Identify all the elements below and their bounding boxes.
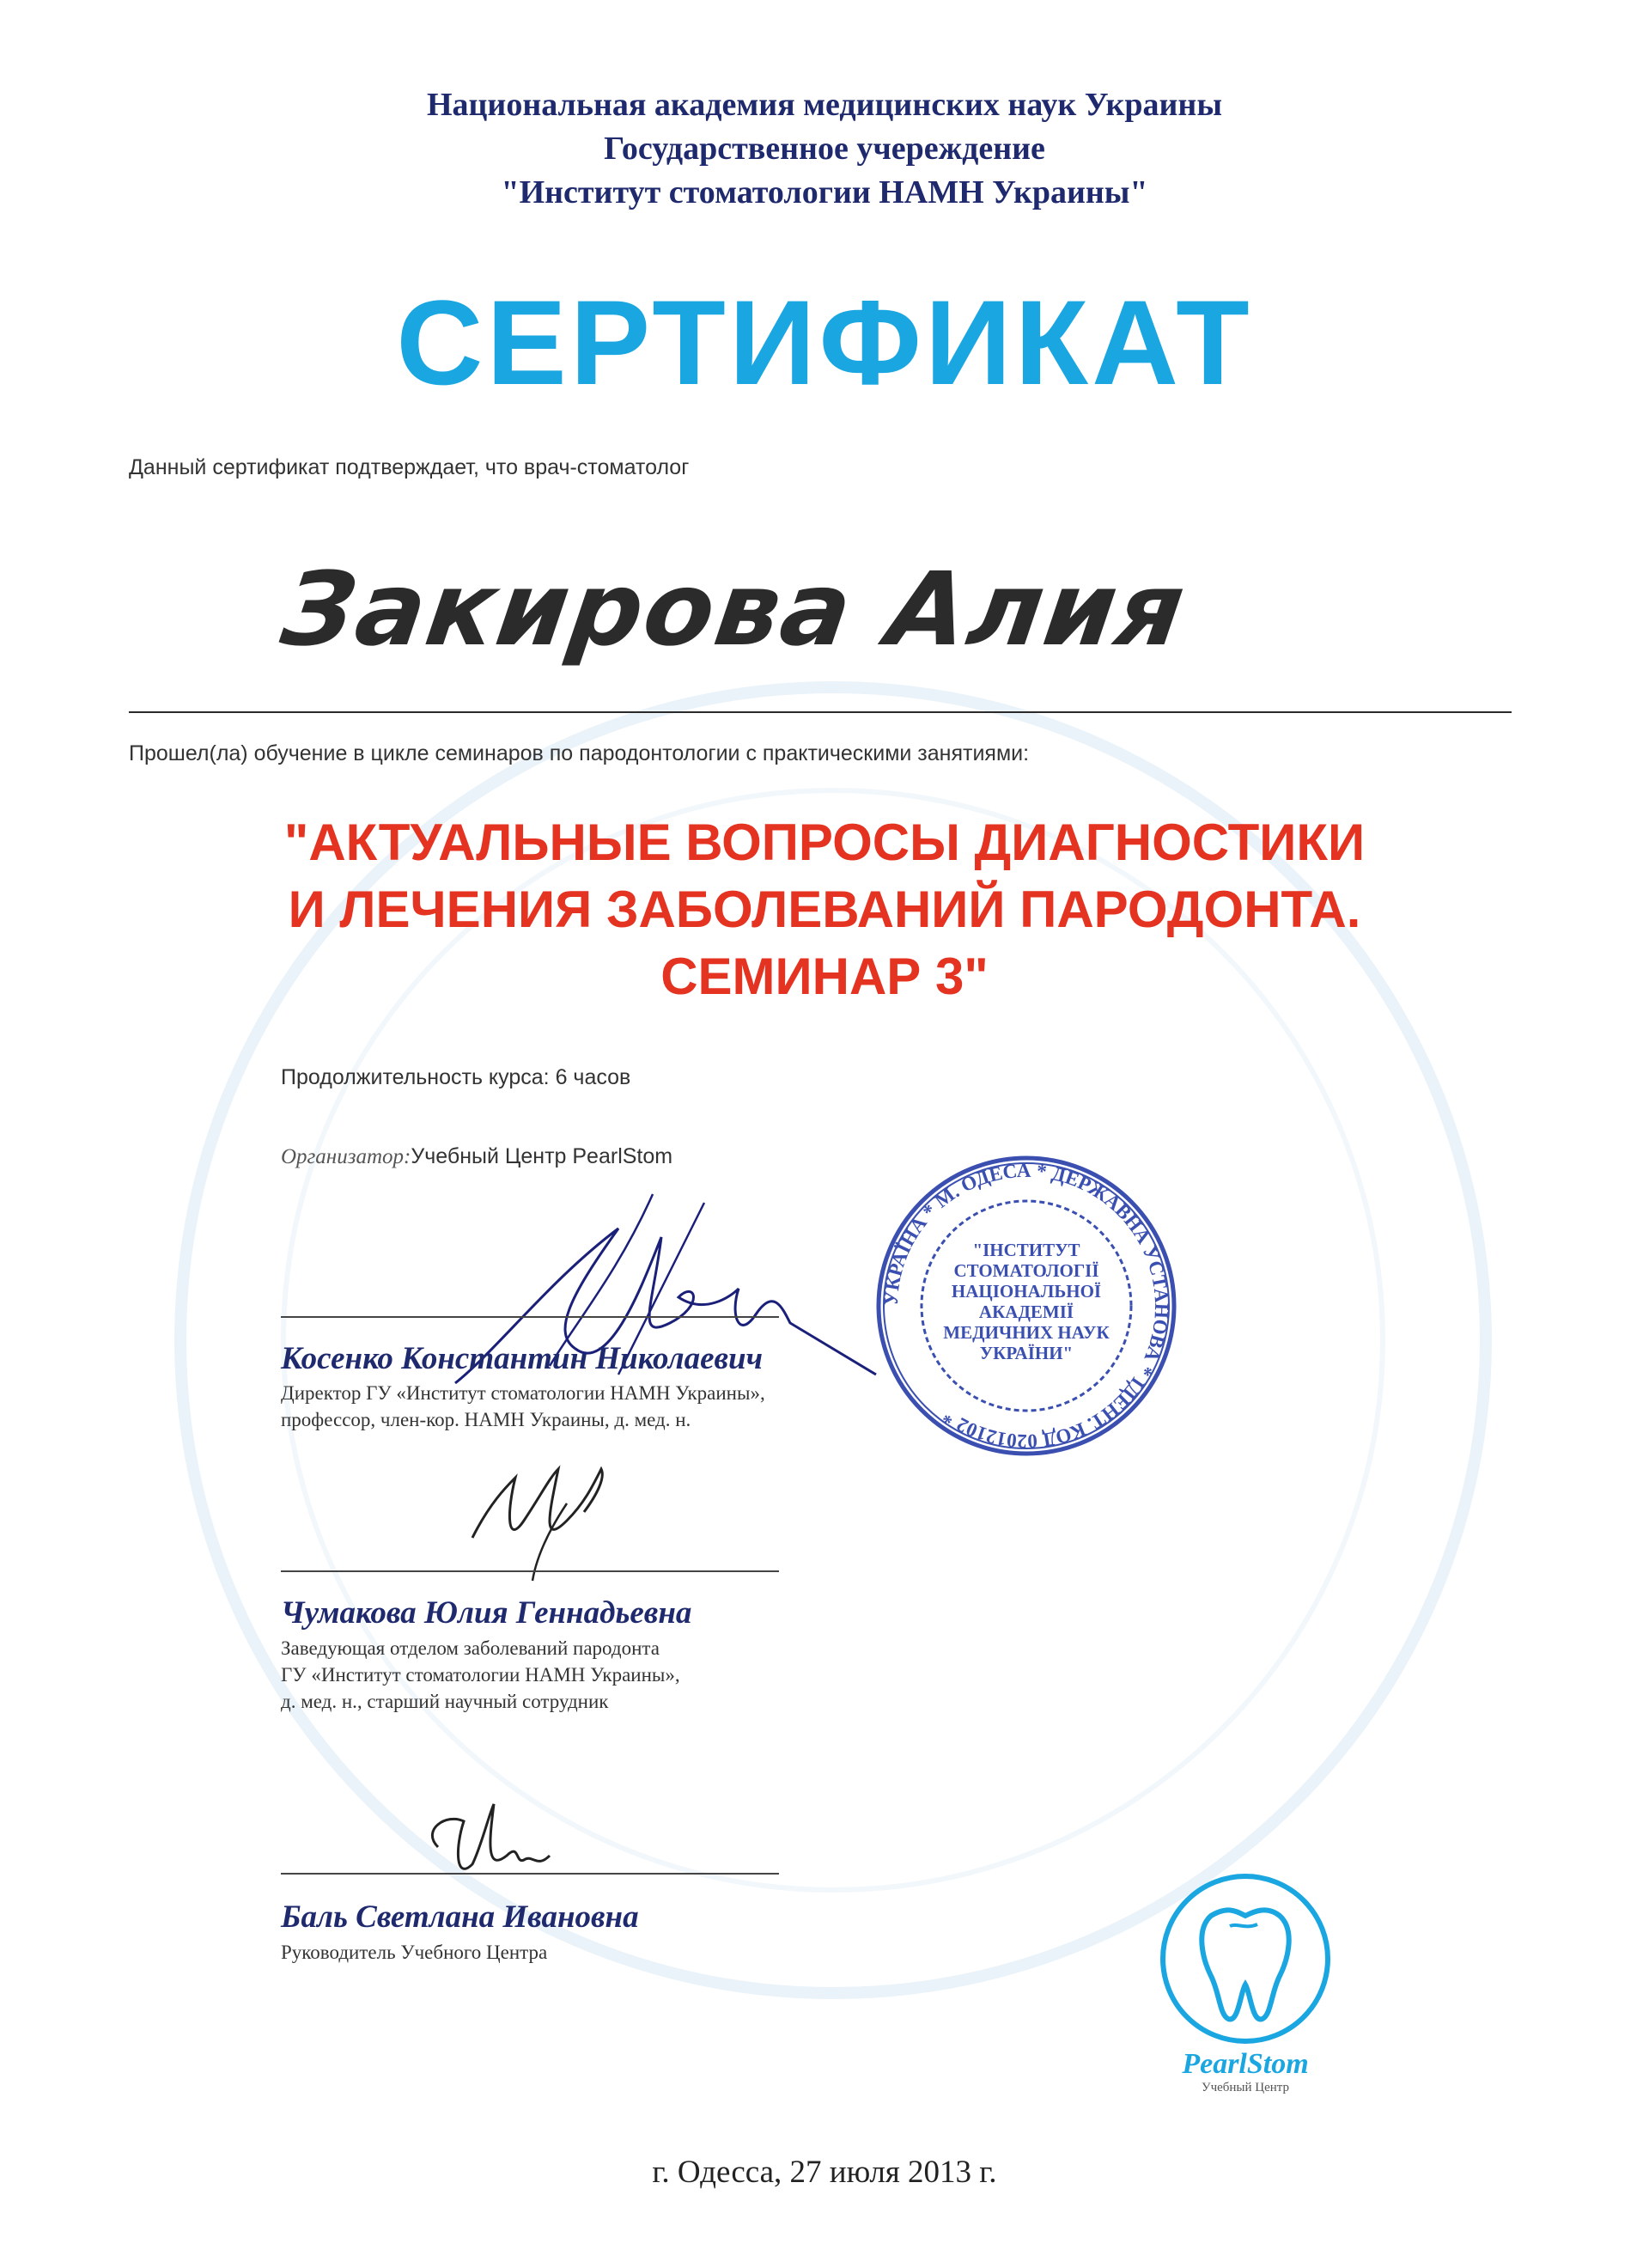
course-title-line-3: СЕМИНАР 3" — [660, 948, 989, 1005]
course-title-line-1: "АКТУАЛЬНЫЕ ВОПРОСЫ ДИАГНОСТИКИ — [283, 814, 1366, 871]
header-institution-type: Государственное учереждение — [604, 131, 1045, 167]
course-duration: Продолжительность курса: 6 часов — [281, 1065, 631, 1089]
signatory-2-name: Чумакова Юлия Геннадьевна — [281, 1595, 692, 1631]
signatory-1-name: Косенко Константин Николаевич — [281, 1341, 764, 1376]
header-academy: Национальная академия медицинских наук Украины — [426, 87, 1222, 123]
stamp-line-4: АКАДЕМІЇ — [978, 1302, 1074, 1322]
signatory-2-position: Заведующая отделом заболеваний пародонта — [281, 1637, 660, 1659]
stamp-line-6: УКРАЇНИ" — [979, 1343, 1074, 1363]
stamp-line-5: МЕДИЧНИХ НАУК — [943, 1322, 1110, 1343]
signatory-1-position: Директор ГУ «Институт стоматологии НАМН Украины», — [281, 1382, 765, 1404]
header-institute-name: "Институт стоматологии НАМН Украины" — [501, 174, 1148, 210]
signature-chumakova — [455, 1452, 661, 1589]
logo-subtitle: Учебный Центр — [1201, 2081, 1290, 2094]
certificate-title: СЕРТИФИКАТ — [396, 275, 1253, 410]
pearlstom-logo — [1151, 1873, 1340, 2105]
signature-line-3 — [281, 1873, 779, 1875]
organizer-label: Организатор: — [281, 1145, 411, 1168]
signatory-2-institute: ГУ «Институт стоматологии НАМН Украины», — [281, 1664, 680, 1686]
signature-line-2 — [281, 1570, 779, 1572]
place-and-date: г. Одесса, 27 июля 2013 г. — [652, 2155, 997, 2190]
recipient-underline — [129, 711, 1512, 713]
signature-bal — [412, 1796, 584, 1899]
stamp-outer-text: УКРАЇНА * М. ОДЕСА * ДЕРЖАВНА УСТАНОВА * ІДЕНТ. КОД 02012102 * — [879, 1159, 1173, 1453]
stamp-line-3: НАЦІОНАЛЬНОЇ — [951, 1281, 1102, 1302]
stamp-line-1: "ІНСТИТУТ — [972, 1240, 1080, 1260]
organizer — [281, 1144, 672, 1169]
stamp-line-2: СТОМАТОЛОГІЇ — [953, 1260, 1099, 1281]
tooth-logo-icon — [1151, 1873, 1340, 2045]
course-title-line-2: И ЛЕЧЕНИЯ ЗАБОЛЕВАНИЙ ПАРОДОНТА. — [288, 881, 1361, 938]
signature-line-1 — [281, 1316, 779, 1318]
logo-brand: PearlStom — [1182, 2048, 1309, 2080]
institute-stamp — [872, 1151, 1181, 1460]
organizer-value: Учебный Центр PearlStom — [411, 1144, 673, 1168]
signatory-3-position: Руководитель Учебного Центра — [281, 1942, 548, 1963]
signatory-2-degree: д. мед. н., старший научный сотрудник — [281, 1691, 609, 1712]
completed-text: Прошел(ла) обучение в цикле семинаров по пародонтологии с практическими занятиями: — [129, 741, 1030, 765]
recipient-name: Закирова Алия — [275, 550, 1194, 668]
intro-text: Данный сертификат подтверждает, что врач-стоматолог — [129, 455, 690, 479]
signatory-1-degree: профессор, член-кор. НАМН Украины, д. мед. н. — [281, 1409, 691, 1430]
signatory-3-name: Баль Светлана Ивановна — [281, 1899, 639, 1935]
